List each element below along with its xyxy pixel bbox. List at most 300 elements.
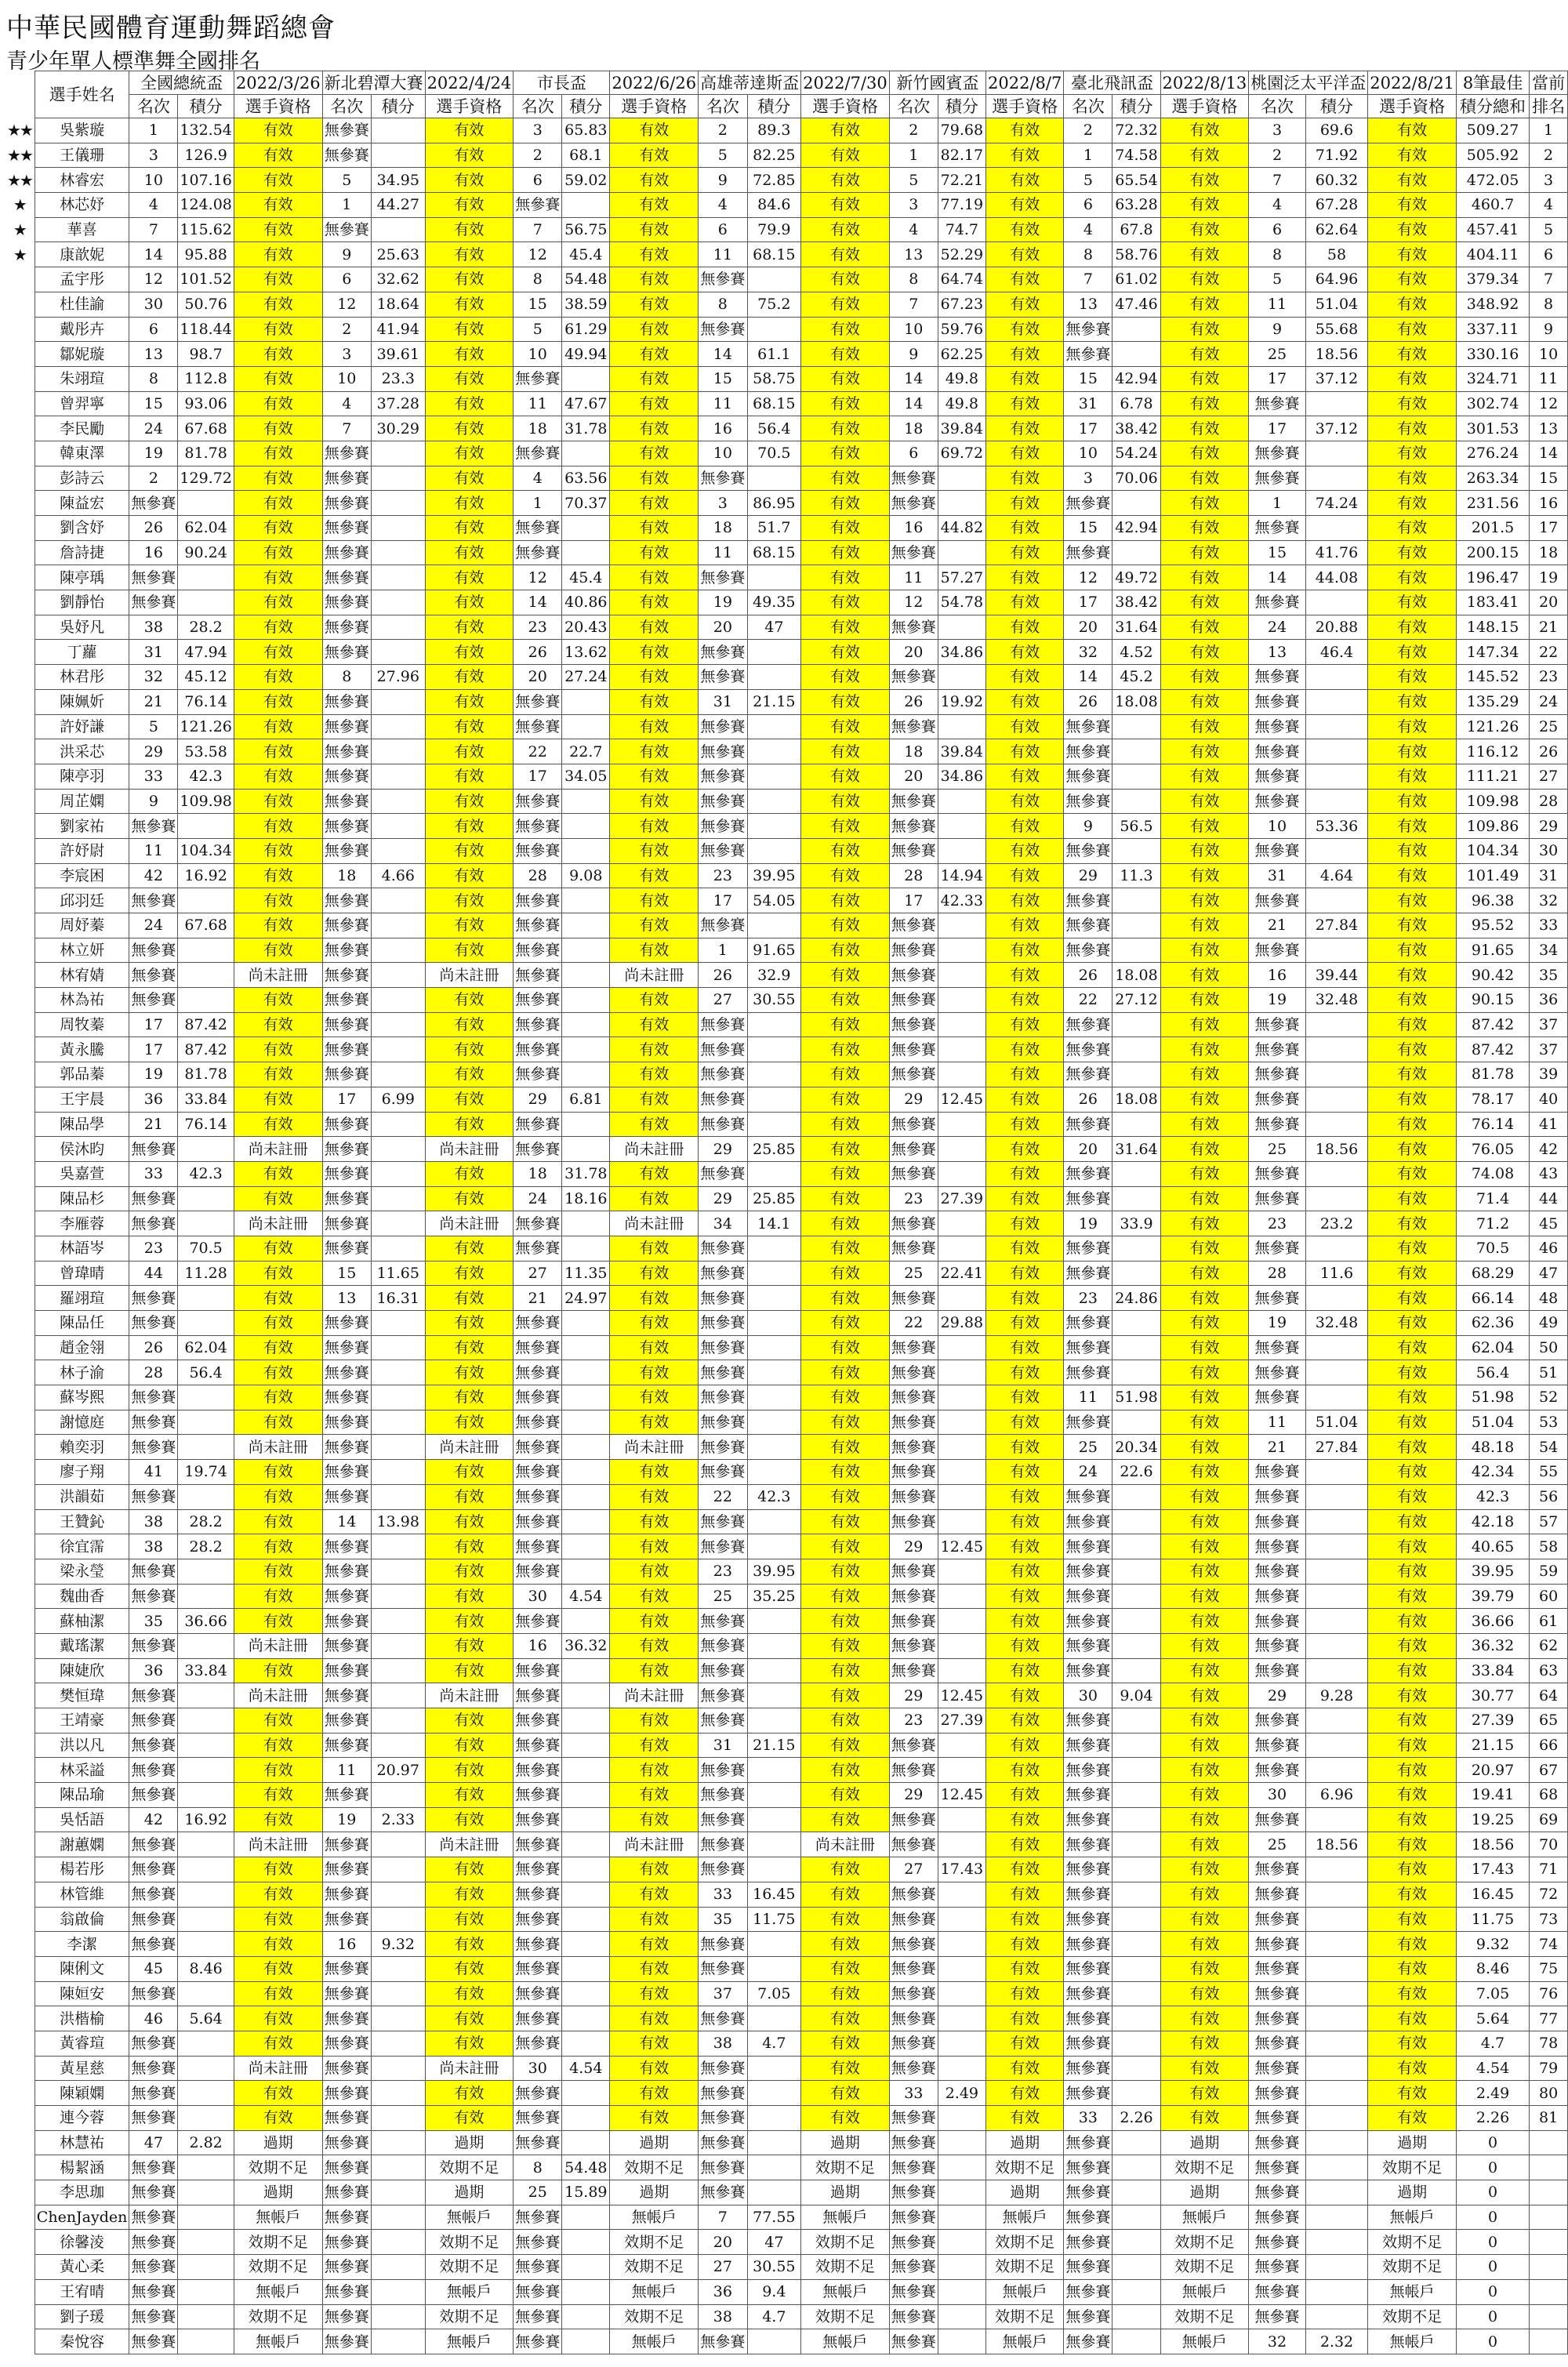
cell-rank-7: 11: [1249, 292, 1306, 317]
cell-score-4: 35.25: [747, 1584, 801, 1609]
cell-score-1: 36.66: [178, 1609, 234, 1634]
cell-status-7: 有效: [1368, 1882, 1457, 1907]
cell-star: [5, 1037, 34, 1062]
cell-rank-5: 9: [889, 342, 938, 367]
cell-rank-7: 無參賽: [1249, 2255, 1306, 2280]
cell-rank-5: 1: [889, 143, 938, 168]
cell-status-6: 有效: [1160, 1658, 1249, 1683]
cell-current-rank: 1: [1530, 118, 1568, 143]
cell-best-total: 0: [1456, 2155, 1529, 2180]
cell-status-4: 有效: [801, 416, 890, 441]
cell-star: ★★: [6, 121, 32, 140]
cell-rank-6: 無參賽: [1064, 1584, 1112, 1609]
cell-score-7: 44.08: [1305, 565, 1368, 590]
cell-name: 吳嘉萱: [34, 1161, 129, 1186]
cell-score-3: [562, 1012, 610, 1037]
cell-best-total: 505.92: [1456, 143, 1529, 168]
cell-status-3: 有效: [610, 1484, 699, 1509]
cell-status-2: 有效: [425, 1509, 514, 1534]
cell-rank-6: 12: [1064, 565, 1112, 590]
table-row: [5, 1633, 1568, 1658]
cell-status-1: 有效: [234, 988, 322, 1013]
cell-score-1: 121.26: [178, 714, 234, 739]
cell-score-1: [178, 1311, 234, 1336]
cell-status-6: 有效: [1160, 1087, 1249, 1112]
cell-current-rank: 49: [1530, 1311, 1568, 1336]
cell-status-1: 有效: [234, 2006, 322, 2031]
cell-current-rank: 37: [1530, 1012, 1568, 1037]
cell-status-4: 有效: [801, 317, 890, 342]
cell-score-5: 12.45: [938, 1534, 985, 1559]
cell-status-3: 有效: [610, 1857, 699, 1882]
cell-rank-5: 無參賽: [889, 1509, 938, 1534]
cell-status-2: 有效: [425, 689, 514, 714]
cell-rank-5: 無參賽: [889, 1633, 938, 1658]
cell-star: [5, 2130, 34, 2155]
cell-score-6: [1112, 2056, 1160, 2081]
cell-score-3: [562, 1236, 610, 1261]
cell-score-1: [178, 1484, 234, 1509]
cell-rank-4: 無參賽: [699, 2006, 747, 2031]
cell-score-5: [938, 838, 985, 863]
cell-score-4: 42.3: [747, 1484, 801, 1509]
cell-status-6: 有效: [1160, 1410, 1249, 1435]
cell-rank-6: 3: [1064, 466, 1112, 491]
cell-score-7: 60.32: [1305, 168, 1368, 193]
cell-rank-4: 無參賽: [699, 739, 747, 764]
cell-rank-5: 26: [889, 689, 938, 714]
cell-current-rank: 26: [1530, 739, 1568, 764]
cell-score-4: 79.9: [747, 217, 801, 242]
cell-rank-6: 無參賽: [1064, 1484, 1112, 1509]
cell-score-4: [747, 1261, 801, 1286]
cell-rank-4: 31: [699, 1733, 747, 1758]
cell-rank-3: 18: [514, 1161, 562, 1186]
cell-status-3: 有效: [610, 1311, 699, 1336]
table-row: [5, 1460, 1568, 1485]
cell-status-3: 有效: [610, 1733, 699, 1758]
cell-status-1: 有效: [234, 1335, 322, 1360]
cell-status-5: 有效: [985, 938, 1063, 963]
cell-rank-5: 11: [889, 565, 938, 590]
cell-status-3: 過期: [610, 2130, 699, 2155]
cell-rank-1: 無參賽: [129, 1981, 178, 2006]
cell-status-2: 尚未註冊: [425, 1832, 514, 1857]
cell-score-3: 31.78: [562, 416, 610, 441]
cell-score-5: 44.82: [938, 516, 985, 541]
cell-name: 林語岑: [34, 1236, 129, 1261]
cell-score-5: [938, 1161, 985, 1186]
cell-current-rank: 9: [1530, 317, 1568, 342]
cell-score-1: [178, 1708, 234, 1734]
cell-status-7: 有效: [1368, 1161, 1457, 1186]
cell-status-1: 有效: [234, 1186, 322, 1211]
cell-rank-1: 無參賽: [129, 963, 178, 988]
cell-score-3: [562, 2205, 610, 2230]
cell-status-1: 效期不足: [234, 2304, 322, 2329]
cell-rank-2: 無參賽: [322, 814, 371, 839]
cell-score-4: [747, 714, 801, 739]
cell-rank-6: 30: [1064, 1683, 1112, 1708]
cell-status-1: 有效: [234, 689, 322, 714]
cell-status-4: 有效: [801, 1584, 890, 1609]
cell-rank-3: 無參賽: [514, 2255, 562, 2280]
cell-rank-2: 無參賽: [322, 1956, 371, 1981]
cell-rank-5: 無參賽: [889, 1435, 938, 1460]
cell-rank-3: 無參賽: [514, 938, 562, 963]
cell-status-7: 有效: [1368, 1509, 1457, 1534]
table-row: [5, 1758, 1568, 1783]
cell-rank-2: 無參賽: [322, 1410, 371, 1435]
cell-rank-1: 4: [129, 193, 178, 218]
cell-score-3: [562, 2255, 610, 2280]
cell-status-6: 有效: [1160, 1559, 1249, 1584]
cell-rank-1: 無參賽: [129, 1410, 178, 1435]
cell-status-7: 過期: [1368, 2180, 1457, 2205]
cell-score-5: 54.78: [938, 590, 985, 615]
cell-score-6: 31.64: [1112, 615, 1160, 640]
cell-status-7: 有效: [1368, 1907, 1457, 1932]
cell-star: [5, 366, 34, 391]
cell-current-rank: 43: [1530, 1161, 1568, 1186]
cell-rank-5: 33: [889, 2081, 938, 2106]
table-row: [5, 1484, 1568, 1509]
cell-status-3: 有效: [610, 814, 699, 839]
cell-rank-3: 無參賽: [514, 193, 562, 218]
cell-score-2: [372, 1236, 426, 1261]
cell-star: [5, 2255, 34, 2280]
cell-status-1: 有效: [234, 1062, 322, 1087]
cell-rank-3: 無參賽: [514, 516, 562, 541]
cell-status-3: 有效: [610, 342, 699, 367]
cell-status-7: 有效: [1368, 1758, 1457, 1783]
cell-rank-6: 無參賽: [1064, 1733, 1112, 1758]
cell-status-5: 有效: [985, 217, 1063, 242]
cell-name: 周牧蓁: [34, 1012, 129, 1037]
cell-status-1: 有效: [234, 1932, 322, 1957]
cell-name: 李思珈: [34, 2180, 129, 2205]
cell-rank-2: 無參賽: [322, 1335, 371, 1360]
cell-best-total: 0: [1456, 2180, 1529, 2205]
cell-score-2: [372, 1186, 426, 1211]
cell-score-1: [178, 1907, 234, 1932]
cell-status-3: 有效: [610, 193, 699, 218]
cell-status-1: 尚未註冊: [234, 963, 322, 988]
cell-name: 樊恒瑋: [34, 1683, 129, 1708]
cell-rank-1: 無參賽: [129, 1907, 178, 1932]
cell-score-6: 74.58: [1112, 143, 1160, 168]
cell-score-1: 16.92: [178, 1807, 234, 1832]
cell-name: 梁永瑩: [34, 1559, 129, 1584]
cell-status-7: 有效: [1368, 1211, 1457, 1236]
cell-name: 黃永騰: [34, 1037, 129, 1062]
cell-rank-7: 31: [1249, 863, 1306, 888]
cell-status-5: 過期: [985, 2180, 1063, 2205]
cell-score-6: [1112, 317, 1160, 342]
cell-rank-3: 12: [514, 242, 562, 267]
cell-name: 王宇晨: [34, 1087, 129, 1112]
sub-score-7: 積分: [1305, 95, 1368, 118]
cell-best-total: 16.45: [1456, 1882, 1529, 1907]
cell-status-3: 有效: [610, 863, 699, 888]
header-event-3: 市長盃: [514, 71, 610, 95]
cell-status-2: 有效: [425, 217, 514, 242]
cell-status-7: 有效: [1368, 193, 1457, 218]
cell-star: [5, 1261, 34, 1286]
cell-status-5: 無帳戶: [985, 2279, 1063, 2304]
cell-score-2: 30.29: [372, 416, 426, 441]
cell-star: ★★: [6, 146, 32, 165]
cell-name: 郭品蓁: [34, 1062, 129, 1087]
cell-current-rank: 37: [1530, 1037, 1568, 1062]
cell-status-1: 有效: [234, 1783, 322, 1808]
cell-status-3: 有效: [610, 714, 699, 739]
table-row: [5, 217, 1568, 242]
cell-status-5: 有效: [985, 1907, 1063, 1932]
cell-score-6: [1112, 1907, 1160, 1932]
cell-status-7: 有效: [1368, 1559, 1457, 1584]
cell-best-total: 33.84: [1456, 1658, 1529, 1683]
cell-rank-3: 無參賽: [514, 1683, 562, 1708]
cell-status-4: 無帳戶: [801, 2329, 890, 2354]
cell-rank-1: 19: [129, 1062, 178, 1087]
table-row: [5, 1286, 1568, 1311]
cell-rank-2: 無參賽: [322, 1012, 371, 1037]
cell-score-3: [562, 1062, 610, 1087]
cell-rank-6: 無參賽: [1064, 1807, 1112, 1832]
sub-status-3: 選手資格: [610, 95, 699, 118]
cell-score-6: 51.98: [1112, 1385, 1160, 1410]
cell-best-total: 19.25: [1456, 1807, 1529, 1832]
cell-rank-3: 無參賽: [514, 1733, 562, 1758]
cell-score-6: [1112, 1857, 1160, 1882]
cell-status-3: 有效: [610, 1633, 699, 1658]
cell-status-7: 有效: [1368, 863, 1457, 888]
cell-status-5: 有效: [985, 416, 1063, 441]
cell-best-total: 101.49: [1456, 863, 1529, 888]
cell-score-1: 28.2: [178, 1534, 234, 1559]
cell-status-7: 有效: [1368, 1261, 1457, 1286]
cell-status-5: 有效: [985, 863, 1063, 888]
cell-name: 陳益宏: [34, 491, 129, 516]
cell-score-3: 27.24: [562, 665, 610, 690]
cell-score-3: [562, 1559, 610, 1584]
cell-name: 洪采芯: [34, 739, 129, 764]
cell-status-5: 有效: [985, 1311, 1063, 1336]
ranking-table: [5, 71, 1568, 2354]
cell-name: 黃星慈: [34, 2056, 129, 2081]
cell-rank-1: 無參賽: [129, 1683, 178, 1708]
cell-rank-4: 無參賽: [699, 1261, 747, 1286]
cell-status-4: 有效: [801, 1882, 890, 1907]
cell-current-rank: 2: [1530, 143, 1568, 168]
cell-score-3: [562, 1783, 610, 1808]
cell-rank-6: 無參賽: [1064, 2329, 1112, 2354]
cell-star: [5, 1783, 34, 1808]
cell-status-7: 有效: [1368, 1435, 1457, 1460]
cell-score-3: [562, 1708, 610, 1734]
cell-status-2: 有效: [425, 988, 514, 1013]
cell-current-rank: 62: [1530, 1633, 1568, 1658]
cell-rank-3: 無參賽: [514, 689, 562, 714]
cell-score-2: [372, 2031, 426, 2056]
cell-rank-5: 無參賽: [889, 1335, 938, 1360]
cell-rank-2: 無參賽: [322, 1236, 371, 1261]
cell-status-6: 有效: [1160, 1956, 1249, 1981]
cell-rank-4: 無參賽: [699, 565, 747, 590]
cell-score-1: 129.72: [178, 466, 234, 491]
cell-status-4: 有效: [801, 1360, 890, 1385]
cell-score-3: 54.48: [562, 2155, 610, 2180]
cell-score-7: [1305, 838, 1368, 863]
cell-rank-6: 無參賽: [1064, 1907, 1112, 1932]
cell-status-4: 有效: [801, 714, 890, 739]
cell-rank-7: 無參賽: [1249, 1037, 1306, 1062]
cell-rank-5: 無參賽: [889, 1112, 938, 1137]
cell-status-3: 有效: [610, 1609, 699, 1634]
cell-rank-5: 無參賽: [889, 714, 938, 739]
cell-rank-3: 無參賽: [514, 2031, 562, 2056]
cell-status-3: 有效: [610, 1882, 699, 1907]
cell-status-4: 有效: [801, 590, 890, 615]
cell-score-2: [372, 2205, 426, 2230]
cell-rank-1: 無參賽: [129, 2230, 178, 2255]
cell-status-4: 有效: [801, 665, 890, 690]
cell-score-6: [1112, 1161, 1160, 1186]
cell-current-rank: 47: [1530, 1261, 1568, 1286]
cell-status-6: 無帳戶: [1160, 2205, 1249, 2230]
cell-score-6: [1112, 1758, 1160, 1783]
cell-score-3: 4.54: [562, 2056, 610, 2081]
cell-status-5: 有效: [985, 1087, 1063, 1112]
cell-status-3: 有效: [610, 1236, 699, 1261]
cell-status-4: 有效: [801, 1783, 890, 1808]
cell-rank-4: 無參賽: [699, 1658, 747, 1683]
cell-status-4: 有效: [801, 1037, 890, 1062]
cell-rank-5: 16: [889, 516, 938, 541]
cell-name: 陳姵妡: [34, 689, 129, 714]
cell-score-3: [562, 1658, 610, 1683]
cell-rank-1: 33: [129, 1161, 178, 1186]
cell-rank-5: 29: [889, 1087, 938, 1112]
cell-status-3: 尚未註冊: [610, 1683, 699, 1708]
cell-rank-2: 無參賽: [322, 1161, 371, 1186]
cell-status-4: 有效: [801, 193, 890, 218]
cell-status-2: 有效: [425, 366, 514, 391]
cell-score-1: [178, 2031, 234, 2056]
cell-status-6: 過期: [1160, 2130, 1249, 2155]
cell-score-4: [747, 1783, 801, 1808]
table-row: [5, 193, 1568, 218]
cell-score-2: 18.64: [372, 292, 426, 317]
cell-rank-2: 無參賽: [322, 1037, 371, 1062]
cell-rank-3: 無參賽: [514, 963, 562, 988]
sub-rank-6: 名次: [1064, 95, 1112, 118]
cell-rank-7: 4: [1249, 193, 1306, 218]
cell-status-5: 有效: [985, 565, 1063, 590]
cell-name: 黃心柔: [34, 2255, 129, 2280]
cell-rank-4: 20: [699, 2230, 747, 2255]
sub-rank-4: 名次: [699, 95, 747, 118]
cell-score-3: [562, 2279, 610, 2304]
cell-rank-3: 無參賽: [514, 1311, 562, 1336]
cell-status-5: 有效: [985, 143, 1063, 168]
cell-score-6: 72.32: [1112, 118, 1160, 143]
cell-rank-1: 44: [129, 1261, 178, 1286]
cell-rank-3: 28: [514, 863, 562, 888]
cell-score-5: 34.86: [938, 764, 985, 789]
cell-best-total: 148.15: [1456, 615, 1529, 640]
cell-rank-7: 無參賽: [1249, 1956, 1306, 1981]
cell-score-1: 101.52: [178, 267, 234, 292]
cell-rank-7: 13: [1249, 640, 1306, 665]
cell-rank-7: 無參賽: [1249, 1658, 1306, 1683]
cell-rank-3: 無參賽: [514, 1708, 562, 1734]
cell-status-7: 有效: [1368, 516, 1457, 541]
cell-status-4: 有效: [801, 1410, 890, 1435]
cell-status-2: 尚未註冊: [425, 1211, 514, 1236]
cell-rank-5: 無參賽: [889, 1609, 938, 1634]
cell-status-2: 有效: [425, 590, 514, 615]
cell-star: [5, 540, 34, 565]
cell-name: 李潔: [34, 1932, 129, 1957]
cell-rank-1: 23: [129, 1236, 178, 1261]
cell-rank-6: 無參賽: [1064, 2255, 1112, 2280]
cell-status-3: 尚未註冊: [610, 1137, 699, 1162]
cell-score-7: [1305, 1708, 1368, 1734]
cell-score-4: 68.15: [747, 242, 801, 267]
cell-status-5: 有效: [985, 1012, 1063, 1037]
cell-rank-5: 3: [889, 193, 938, 218]
cell-current-rank: [1530, 2304, 1568, 2329]
cell-status-5: 有效: [985, 714, 1063, 739]
cell-score-6: 9.04: [1112, 1683, 1160, 1708]
cell-current-rank: 6: [1530, 242, 1568, 267]
cell-status-5: 有效: [985, 913, 1063, 938]
cell-score-1: [178, 2106, 234, 2131]
header-event-4: 高雄蒂達斯盃: [699, 71, 801, 95]
cell-name: 王宥晴: [34, 2279, 129, 2304]
table-row: [5, 565, 1568, 590]
cell-best-total: 39.95: [1456, 1559, 1529, 1584]
cell-score-2: 44.27: [372, 193, 426, 218]
cell-status-2: 有效: [425, 391, 514, 416]
cell-rank-5: 無參賽: [889, 1062, 938, 1087]
cell-rank-7: 無參賽: [1249, 1112, 1306, 1137]
cell-status-1: 有效: [234, 665, 322, 690]
cell-score-6: 4.52: [1112, 640, 1160, 665]
cell-rank-3: 15: [514, 292, 562, 317]
cell-status-2: 有效: [425, 739, 514, 764]
cell-score-2: 2.33: [372, 1807, 426, 1832]
cell-score-7: 11.6: [1305, 1261, 1368, 1286]
cell-rank-2: 無參賽: [322, 1460, 371, 1485]
cell-score-5: 17.43: [938, 1857, 985, 1882]
cell-status-4: 有效: [801, 540, 890, 565]
cell-status-5: 效期不足: [985, 2230, 1063, 2255]
cell-status-4: 有效: [801, 1211, 890, 1236]
cell-rank-2: 無參賽: [322, 2230, 371, 2255]
cell-status-5: 有效: [985, 640, 1063, 665]
table-row: [5, 118, 1568, 143]
cell-status-3: 有效: [610, 665, 699, 690]
cell-status-7: 有效: [1368, 1137, 1457, 1162]
cell-rank-2: 無參賽: [322, 615, 371, 640]
cell-status-4: 有效: [801, 764, 890, 789]
cell-name: 楊若彤: [34, 1857, 129, 1882]
cell-score-4: 47: [747, 615, 801, 640]
cell-status-4: 有效: [801, 1062, 890, 1087]
